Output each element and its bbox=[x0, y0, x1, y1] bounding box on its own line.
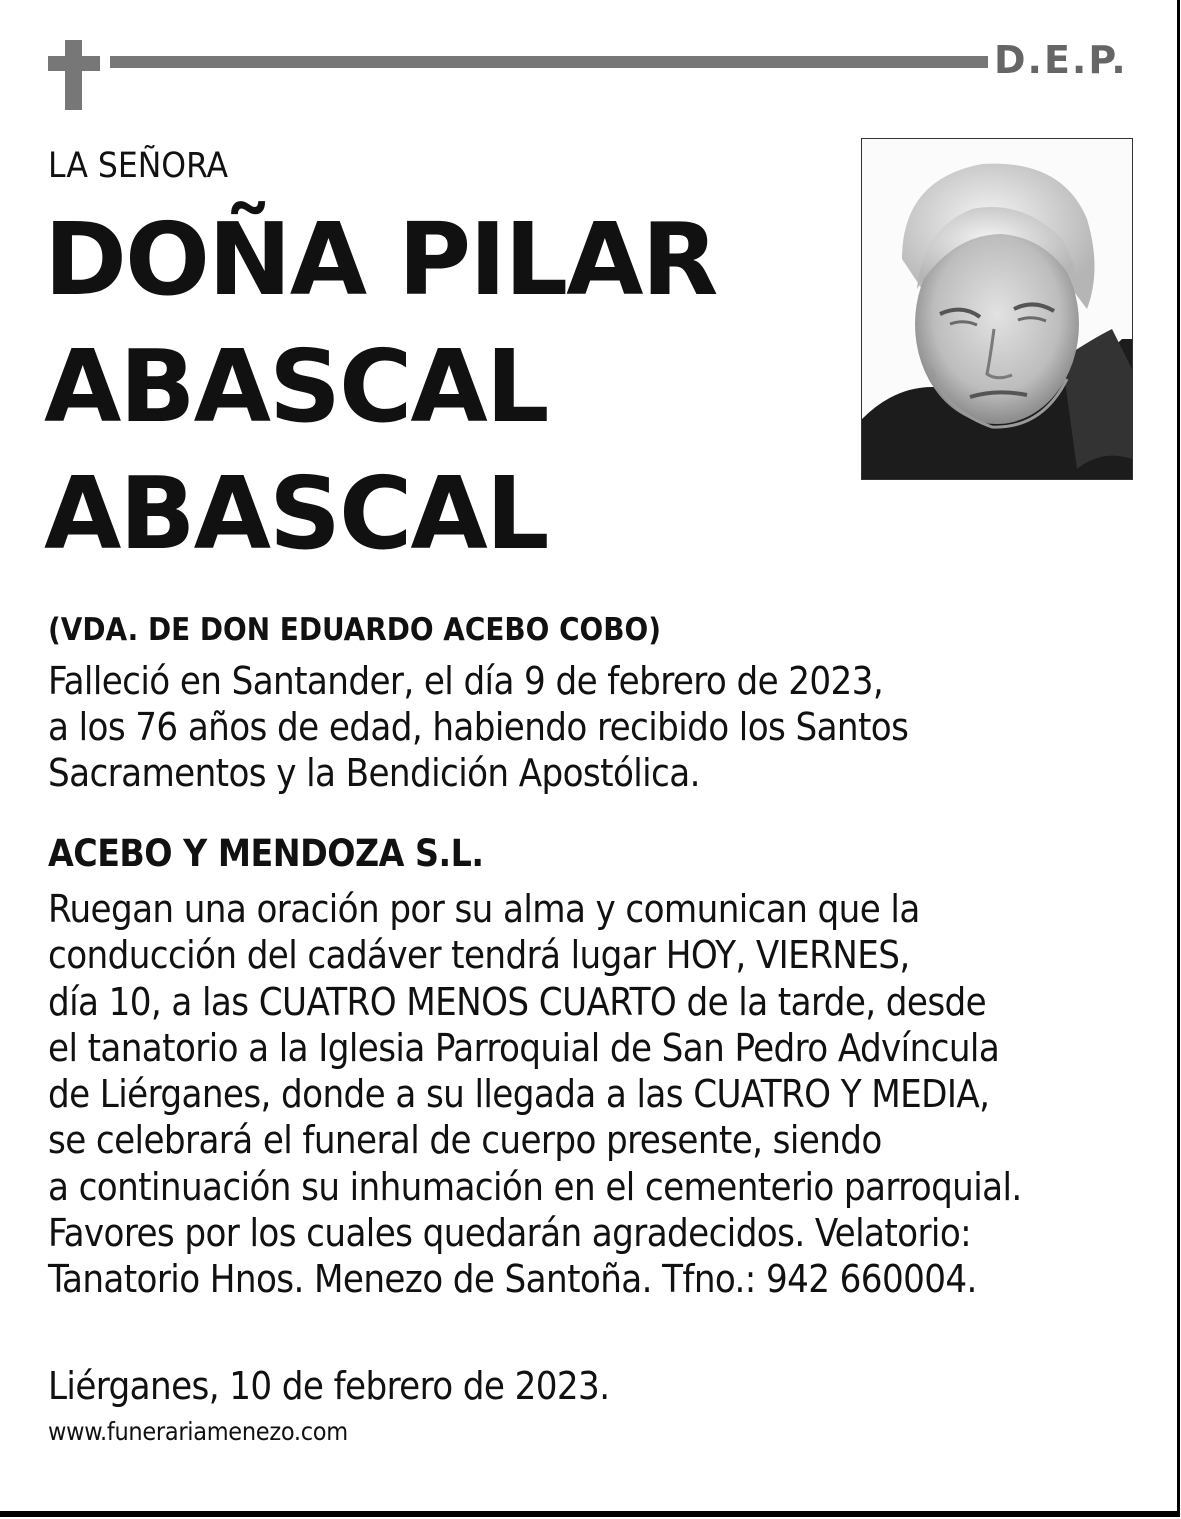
deceased-name bbox=[44, 196, 717, 577]
name-line-2: ABASCAL bbox=[44, 328, 548, 445]
death-line-2: a los 76 años de edad, habiendo recibido los Santos bbox=[48, 705, 909, 749]
widow-of-line: (VDA. DE DON EDUARDO ACEBO COBO) bbox=[48, 612, 661, 648]
death-paragraph bbox=[48, 658, 908, 796]
place-date: Liérganes, 10 de febrero de 2023. bbox=[48, 1364, 610, 1408]
body-line-1: Ruegan una oración por su alma y comunican que la bbox=[48, 887, 920, 931]
death-line-1: Falleció en Santander, el día 9 de febrero de 2023, bbox=[48, 659, 884, 703]
body-line-9: Tanatorio Hnos. Menezo de Santoña. Tfno.: 942 660004. bbox=[48, 1257, 977, 1302]
header-rule bbox=[110, 56, 988, 68]
website-link[interactable]: www.funerariamenezo.com bbox=[48, 1417, 348, 1446]
body-line-4: el tanatorio a la Iglesia Parroquial de San Pedro Advíncula bbox=[48, 1025, 1000, 1070]
portrait-photo bbox=[861, 138, 1133, 480]
cross-icon bbox=[48, 40, 100, 110]
name-line-1: DOÑA PILAR bbox=[44, 201, 717, 318]
dep-label: D.E.P. bbox=[994, 38, 1128, 82]
body-line-8: Favores por los cuales quedarán agradecidos. Velatorio: bbox=[48, 1211, 972, 1256]
body-line-3: día 10, a las CUATRO MENOS CUARTO de la tarde, desde bbox=[48, 979, 987, 1024]
body-line-2: conducción del cadáver tendrá lugar HOY, VIERNES, bbox=[48, 933, 910, 978]
death-line-3: Sacramentos y la Bendición Apostólica. bbox=[48, 751, 700, 795]
body-line-6: se celebrará el funeral de cuerpo presente, siendo bbox=[48, 1118, 882, 1163]
body-line-5: de Liérganes, donde a su llegada a las CUATRO Y MEDIA, bbox=[48, 1072, 990, 1117]
funeral-paragraph bbox=[48, 886, 1022, 1303]
family-name: ACEBO Y MENDOZA S.L. bbox=[48, 832, 484, 875]
title-prefix: LA SEÑORA bbox=[48, 146, 229, 186]
body-line-7: a continuación su inhumación en el cementerio parroquial. bbox=[48, 1164, 1022, 1209]
name-line-3: ABASCAL bbox=[44, 455, 548, 572]
portrait-image bbox=[862, 139, 1132, 479]
